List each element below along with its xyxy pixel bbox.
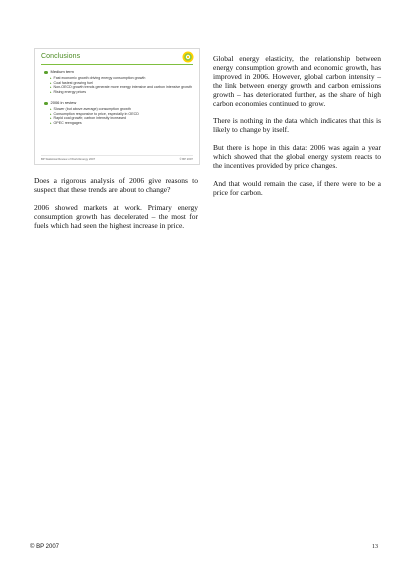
arrow-bullet-icon: ▸ <box>50 116 52 121</box>
arrow-bullet-icon: ▸ <box>50 80 52 85</box>
bp-logo-icon <box>182 51 194 63</box>
page-number: 13 <box>372 544 378 550</box>
arrow-bullet-icon: ▸ <box>50 75 52 80</box>
body-paragraph: Global energy elasticity, the relationship between energy consumption growth and economic growth, has improved in 2006. However, global carbon intensity – the link between energy growth and carbon emissions growth – has deteriorated further, as the share of high carbon economies continued to grow. <box>213 54 381 108</box>
list-item: ▸ Rising energy prices <box>50 90 87 95</box>
slide-title: Conclusions <box>41 53 81 60</box>
bullet-dot-icon <box>44 102 48 106</box>
slide-title-rule <box>41 64 193 65</box>
section-heading <box>44 70 192 75</box>
section-label: 2006 in review <box>50 99 77 105</box>
left-column <box>34 48 198 231</box>
section-heading <box>44 101 192 106</box>
bullet-dot-icon <box>44 71 48 75</box>
body-paragraph: But there is hope in this data: 2006 was again a year which showed that the global energy system reacts to the incentives provided by price changes. <box>213 143 381 171</box>
arrow-bullet-icon: ▸ <box>50 121 52 126</box>
arrow-bullet-icon: ▸ <box>50 85 52 90</box>
section-label: Medium term <box>50 69 74 74</box>
list-item: ▸ Rapid coal growth; carbon intensity increased <box>50 116 127 121</box>
arrow-bullet-icon: ▸ <box>50 111 52 116</box>
slide-footer-copyright: © BP 2007 <box>179 157 193 161</box>
list-item: ▸ Fast economic growth driving energy consumption growth <box>50 75 146 80</box>
right-column <box>213 55 381 198</box>
body-paragraph: Does a rigorous analysis of 2006 give reasons to suspect that these trends are about to change? <box>34 176 198 194</box>
slide-bullet-list <box>44 70 192 126</box>
list-item: ▸ Non-OECD growth trends generate more energy intensive and carbon intensive growth <box>50 85 192 90</box>
arrow-bullet-icon: ▸ <box>50 90 52 95</box>
list-item: ▸ Coal fastest growing fuel <box>50 80 93 85</box>
body-paragraph: And that would remain the case, if there were to be a price for carbon. <box>213 178 381 197</box>
body-paragraph: 2006 showed markets at work. Primary energy consumption growth has decelerated – the most for fuels which had seen the highest increase in price. <box>34 202 198 230</box>
list-item: ▸ Slower (but above average) consumption growth <box>50 106 131 111</box>
body-paragraph: There is nothing in the data which indicates that this is likely to change by itself. <box>213 116 381 135</box>
list-item: ▸ OPEC reengages <box>50 121 82 126</box>
slide-thumbnail <box>34 48 200 165</box>
page-copyright: © BP 2007 <box>30 544 59 550</box>
slide-footer-rule <box>41 155 193 156</box>
list-item: ▸ Consumption responsive to price, especially in OECD <box>50 111 139 116</box>
slide-footer-source: BP Statistical Review of World Energy 2007 <box>41 157 96 161</box>
arrow-bullet-icon: ▸ <box>50 106 52 111</box>
